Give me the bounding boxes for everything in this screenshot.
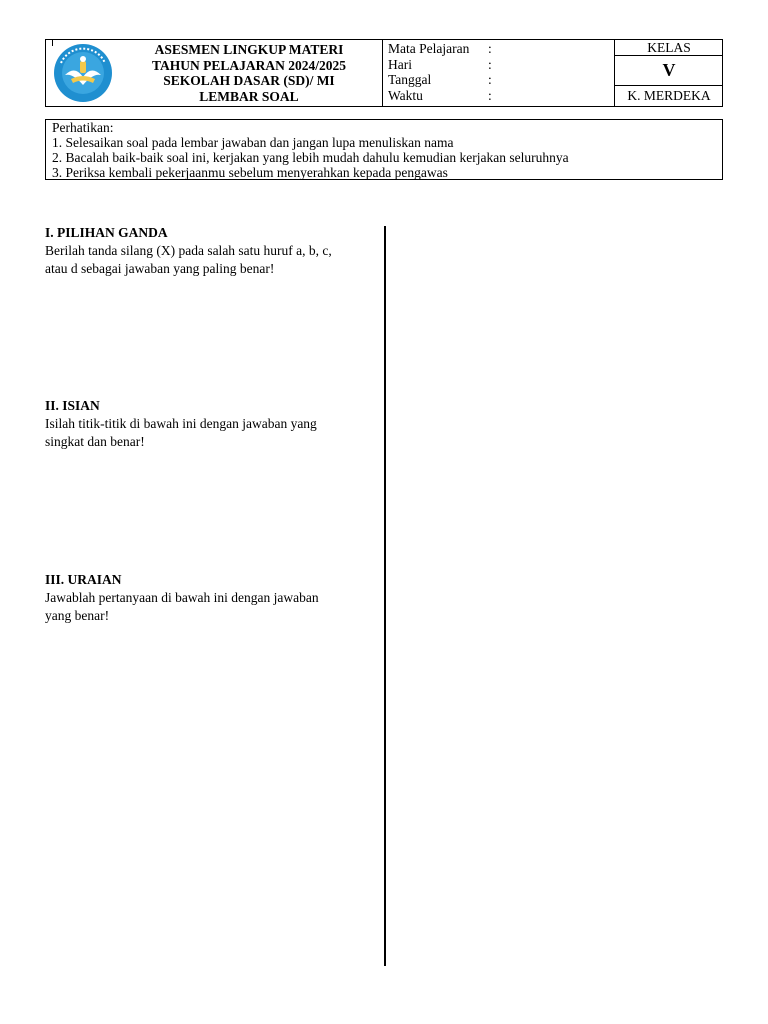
info-separator: : (488, 87, 492, 103)
class-label: KELAS (615, 40, 723, 56)
section-desc-line: Berilah tanda silang (X) pada salah satu huruf a, b, c, (45, 243, 332, 258)
info-label: Hari (388, 56, 412, 72)
info-label: Tanggal (388, 72, 432, 87)
section-title: II. ISIAN (45, 398, 100, 413)
notice-item: 1. Selesaikan soal pada lembar jawaban dan jangan lupa menuliskan nama (52, 135, 454, 150)
info-row-subject (388, 41, 614, 57)
info-separator: : (488, 41, 492, 56)
info-separator: : (488, 72, 492, 87)
logo-cell (46, 40, 116, 106)
notice-item: 2. Bacalah baik-baik soal ini, kerjakan yang lebih mudah dahulu kemudian kerjakan seluruhnya (52, 150, 569, 165)
info-label: Waktu (388, 87, 423, 103)
document-title (116, 40, 382, 106)
title-line: LEMBAR SOAL (199, 88, 299, 104)
section-desc-line: yang benar! (45, 608, 110, 623)
section-desc-line: Jawablah pertanyaan di bawah ini dengan jawaban (45, 590, 319, 605)
notice-title: Perhatikan: (52, 120, 114, 135)
info-row-day (388, 57, 614, 73)
title-line: SEKOLAH DASAR (SD)/ MI (163, 73, 335, 88)
tut-wuri-handayani-logo-icon (51, 43, 115, 103)
section-title: III. URAIAN (45, 572, 122, 587)
info-row-time (388, 88, 614, 104)
notice-item: 3. Periksa kembali pekerjaanmu sebelum menyerahkan kepada pengawas (52, 165, 448, 180)
curriculum-label: K. MERDEKA (627, 88, 711, 103)
header-table (45, 39, 723, 107)
section-title: I. PILIHAN GANDA (45, 225, 168, 240)
title-line: TAHUN PELAJARAN 2024/2025 (151, 57, 346, 73)
section-multiple-choice (45, 224, 375, 278)
title-line: ASESMEN LINGKUP MATERI (154, 42, 344, 57)
section-fill-in (45, 397, 375, 451)
section-desc-line: Isilah titik-titik di bawah ini dengan jawaban yang (45, 416, 317, 431)
section-desc-line: atau d sebagai jawaban yang paling benar! (45, 261, 275, 276)
class-value: V (615, 56, 723, 86)
info-label: Mata Pelajaran (388, 41, 470, 56)
exam-info (382, 40, 614, 106)
section-desc-line: singkat dan benar! (45, 434, 145, 449)
class-cell (614, 40, 723, 106)
section-essay (45, 571, 375, 625)
notice-box (45, 119, 723, 180)
info-separator: : (488, 56, 492, 72)
info-row-date (388, 72, 614, 88)
column-divider (384, 226, 386, 966)
